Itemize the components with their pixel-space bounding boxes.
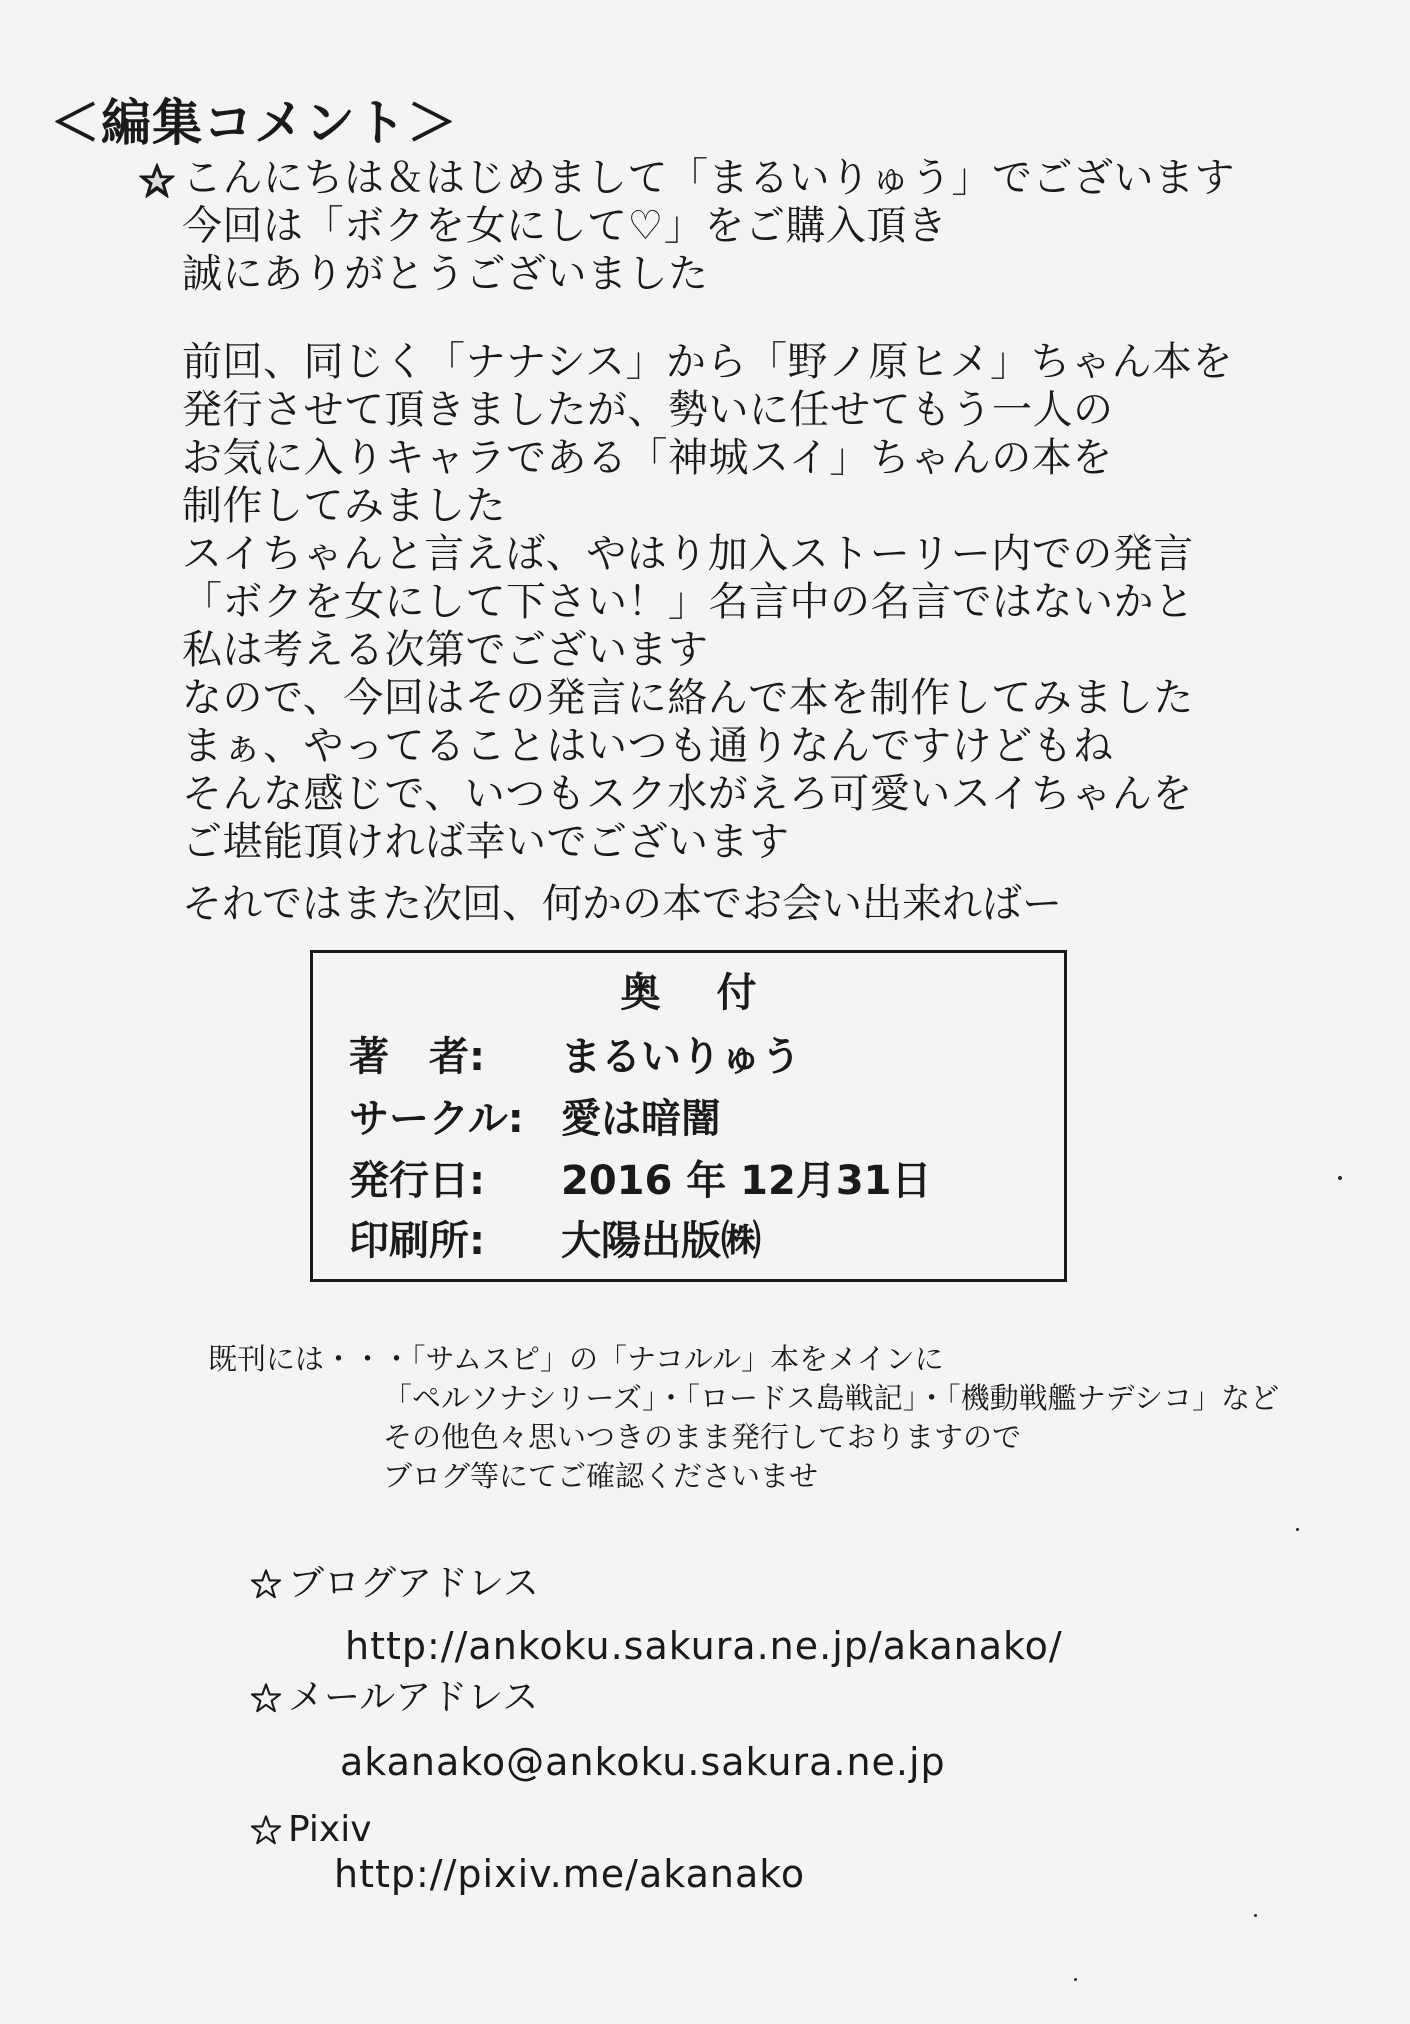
- comment-line: お気に入りキャラである「神城スイ」ちゃんの本を: [182, 435, 1113, 481]
- colophon-label: 発行日:: [349, 1158, 485, 1204]
- scan-speck: [1254, 1914, 1257, 1917]
- blog-section: [250, 1563, 539, 1604]
- pixiv-label-row: [250, 1809, 372, 1850]
- star-outline-icon: [250, 1814, 282, 1846]
- blog-url-link[interactable]: http://ankoku.sakura.ne.jp/akanako/: [345, 1624, 1063, 1668]
- scan-speck: [1296, 1528, 1299, 1531]
- pixiv-url-link[interactable]: http://pixiv.me/akanako: [334, 1852, 806, 1896]
- comment-line: 「ボクを女にして下さい！」名言中の名言ではないかと: [182, 579, 1195, 625]
- colophon-value: 大陽出版㈱: [561, 1218, 761, 1264]
- comment-line: スイちゃんと言えば、やはり加入ストーリー内での発言: [182, 531, 1194, 577]
- colophon-label: 印刷所:: [349, 1218, 485, 1264]
- mail-address-link[interactable]: akanako@ankoku.sakura.ne.jp: [340, 1740, 946, 1784]
- page-heading: ＜編集コメント＞: [50, 94, 458, 152]
- star-outline-icon: [250, 1682, 282, 1714]
- backlist-line: 「ペルソナシリーズ」・「ロードス島戦記」・「機動戦艦ナデシコ」など: [383, 1381, 1280, 1415]
- colophon-label: 著 者:: [349, 1034, 485, 1080]
- comment-line: まぁ、やってることはいつも通りなんですけどもね: [182, 723, 1114, 769]
- colophon-box: [310, 950, 1067, 1282]
- closing-line: それではまた次回、何かの本でお会い出来ればー: [182, 881, 1062, 927]
- colophon-value: 愛は暗闇: [561, 1096, 721, 1142]
- mail-section: [250, 1677, 539, 1718]
- comment-line: なので、今回はその発言に絡んで本を制作してみました: [182, 675, 1194, 721]
- colophon-value: 2016 年 12月31日: [561, 1158, 932, 1204]
- backlist-note: [208, 1340, 1279, 1496]
- comment-line: 誠にありがとうございました: [182, 251, 709, 297]
- comment-line: 今回は「ボクを女にして♡」をご購入頂き: [182, 203, 948, 249]
- comment-line: 私は考える次第でございます: [182, 627, 709, 673]
- comment-line: 制作してみました: [182, 483, 506, 529]
- colophon-label: サークル:: [349, 1096, 524, 1142]
- paragraph-gap: [182, 298, 1235, 338]
- backlist-line: ブログ等にてご確認くださいませ: [383, 1459, 819, 1493]
- backlist-line: 既刊には・・・「サムスピ」の「ナコルル」本をメインに: [208, 1342, 944, 1376]
- mail-label-row: [250, 1677, 539, 1718]
- blog-label: ブログアドレス: [288, 1563, 539, 1604]
- star-icon: [138, 162, 176, 200]
- pixiv-section: [250, 1809, 372, 1850]
- backlist-line: その他色々思いつきのまま発行しておりますので: [383, 1420, 1022, 1454]
- comment-line: 前回、同じく「ナナシス」から「野ノ原ヒメ」ちゃん本を: [182, 339, 1233, 385]
- colophon-value: まるいりゅう: [561, 1034, 801, 1080]
- colophon-row-author: [349, 1034, 801, 1080]
- scan-speck: [1074, 1978, 1077, 1981]
- pixiv-label: Pixiv: [288, 1809, 372, 1850]
- mail-label: メールアドレス: [288, 1677, 539, 1718]
- blog-label-row: [250, 1563, 539, 1604]
- comment-line: 発行させて頂きましたが、勢いに任せてもう一人の: [182, 387, 1114, 433]
- scan-speck: [1338, 1176, 1342, 1180]
- star-outline-icon: [250, 1568, 282, 1600]
- comment-line: ご堪能頂ければ幸いでございます: [182, 819, 790, 865]
- colophon-row-printer: [349, 1218, 761, 1264]
- comment-line: そんな感じで、いつもスク水がえろ可愛いスイちゃんを: [182, 771, 1193, 817]
- colophon-row-circle: [349, 1096, 721, 1142]
- colophon-title: 奥付: [620, 970, 813, 1016]
- colophon-row-date: [349, 1158, 932, 1204]
- editor-comment: [182, 154, 1235, 866]
- comment-line: こんにちは＆はじめまして「まるいりゅう」でございます: [182, 155, 1235, 201]
